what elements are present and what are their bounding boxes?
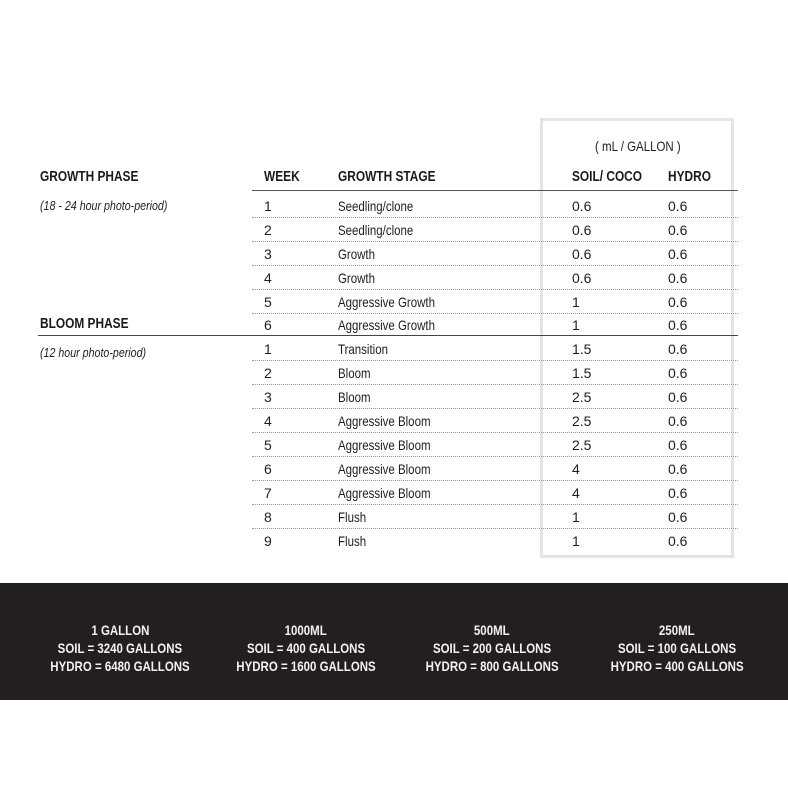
hydro-cell: 0.6 [668,509,688,525]
soil-cell: 1.5 [572,341,592,357]
table-row [0,409,788,433]
week-cell: 4 [264,413,272,429]
footer-size: 1 GALLON [90,622,150,638]
footer-size: 1000ML [284,622,328,638]
week-cell: 6 [264,317,272,333]
hydro-cell: 0.6 [668,246,688,262]
coverage-footer [0,583,788,700]
hydro-cell: 0.6 [668,485,688,501]
stage-cell: Aggressive Bloom [338,413,431,429]
stage-cell: Aggressive Growth [338,317,435,333]
stage-cell: Growth [338,246,376,262]
stage-cell: Bloom [338,365,371,381]
week-cell: 2 [264,222,272,238]
hydro-cell: 0.6 [668,222,688,238]
stage-cell: Aggressive Growth [338,294,435,310]
table-row [0,242,788,266]
bloom-phase-note: (12 hour photo-period) [40,345,147,360]
table-row [0,481,788,505]
stage-cell: Aggressive Bloom [338,461,431,477]
soil-cell: 0.6 [572,198,592,214]
bloom-phase-title: BLOOM PHASE [40,316,129,332]
week-cell: 3 [264,389,272,405]
stage-cell: Flush [338,509,367,525]
hydro-cell: 0.6 [668,317,688,333]
soil-cell: 1 [572,533,580,549]
header-hydro: HYDRO [668,169,711,185]
week-cell: 1 [264,341,272,357]
table-row [0,218,788,242]
stage-cell: Aggressive Bloom [338,485,431,501]
table-row [0,337,788,361]
units-label: ( mL / GALLON ) [595,138,681,154]
footer-hydro: HYDRO = 1600 GALLONS [236,658,376,674]
stage-cell: Seedling/clone [338,222,414,238]
stage-cell: Aggressive Bloom [338,437,431,453]
hydro-cell: 0.6 [668,270,688,286]
week-cell: 6 [264,461,272,477]
footer-soil: SOIL = 3240 GALLONS [57,640,183,656]
hydro-cell: 0.6 [668,461,688,477]
stage-cell: Transition [338,341,388,357]
week-cell: 9 [264,533,272,549]
table-row [0,505,788,529]
footer-block-500ml [402,621,582,675]
week-cell: 7 [264,485,272,501]
hydro-cell: 0.6 [668,533,688,549]
table-row [0,266,788,290]
soil-cell: 4 [572,461,580,477]
week-cell: 2 [264,365,272,381]
table-row [0,194,788,218]
soil-cell: 2.5 [572,389,592,405]
growth-phase-note: (18 - 24 hour photo-period) [40,198,168,213]
footer-soil: SOIL = 100 GALLONS [617,640,737,656]
hydro-cell: 0.6 [668,437,688,453]
footer-hydro: HYDRO = 800 GALLONS [425,658,559,674]
table-row [0,290,788,314]
soil-cell: 0.6 [572,246,592,262]
week-cell: 1 [264,198,272,214]
header-growth-phase: GROWTH PHASE [40,169,139,185]
table-row [0,433,788,457]
soil-cell: 1.5 [572,365,592,381]
table-row [0,529,788,553]
stage-cell: Flush [338,533,367,549]
hydro-cell: 0.6 [668,365,688,381]
week-cell: 5 [264,437,272,453]
soil-cell: 0.6 [572,222,592,238]
hydro-cell: 0.6 [668,341,688,357]
week-cell: 4 [264,270,272,286]
table-row [0,313,788,337]
header-week: WEEK [264,169,300,185]
footer-block-1-gallon [30,621,210,675]
footer-block-1000ml [216,621,396,675]
soil-cell: 1 [572,294,580,310]
table-row [0,385,788,409]
hydro-cell: 0.6 [668,413,688,429]
stage-cell: Bloom [338,389,371,405]
soil-cell: 2.5 [572,413,592,429]
soil-cell: 0.6 [572,270,592,286]
footer-block-250ml [587,621,767,675]
footer-hydro: HYDRO = 6480 GALLONS [50,658,190,674]
stage-cell: Growth [338,270,376,286]
footer-hydro: HYDRO = 400 GALLONS [610,658,744,674]
soil-cell: 4 [572,485,580,501]
soil-cell: 1 [572,509,580,525]
footer-size: 500ML [474,622,510,638]
table-row [0,457,788,481]
header-rule [252,190,738,191]
footer-size: 250ML [659,622,695,638]
hydro-cell: 0.6 [668,389,688,405]
footer-soil: SOIL = 200 GALLONS [432,640,552,656]
header-soil-coco: SOIL/ COCO [572,169,643,185]
week-cell: 3 [264,246,272,262]
header-growth-stage: GROWTH STAGE [338,169,436,185]
stage-cell: Seedling/clone [338,198,414,214]
week-cell: 8 [264,509,272,525]
soil-cell: 2.5 [572,437,592,453]
hydro-cell: 0.6 [668,198,688,214]
hydro-cell: 0.6 [668,294,688,310]
soil-cell: 1 [572,317,580,333]
table-row [0,361,788,385]
footer-soil: SOIL = 400 GALLONS [246,640,366,656]
week-cell: 5 [264,294,272,310]
